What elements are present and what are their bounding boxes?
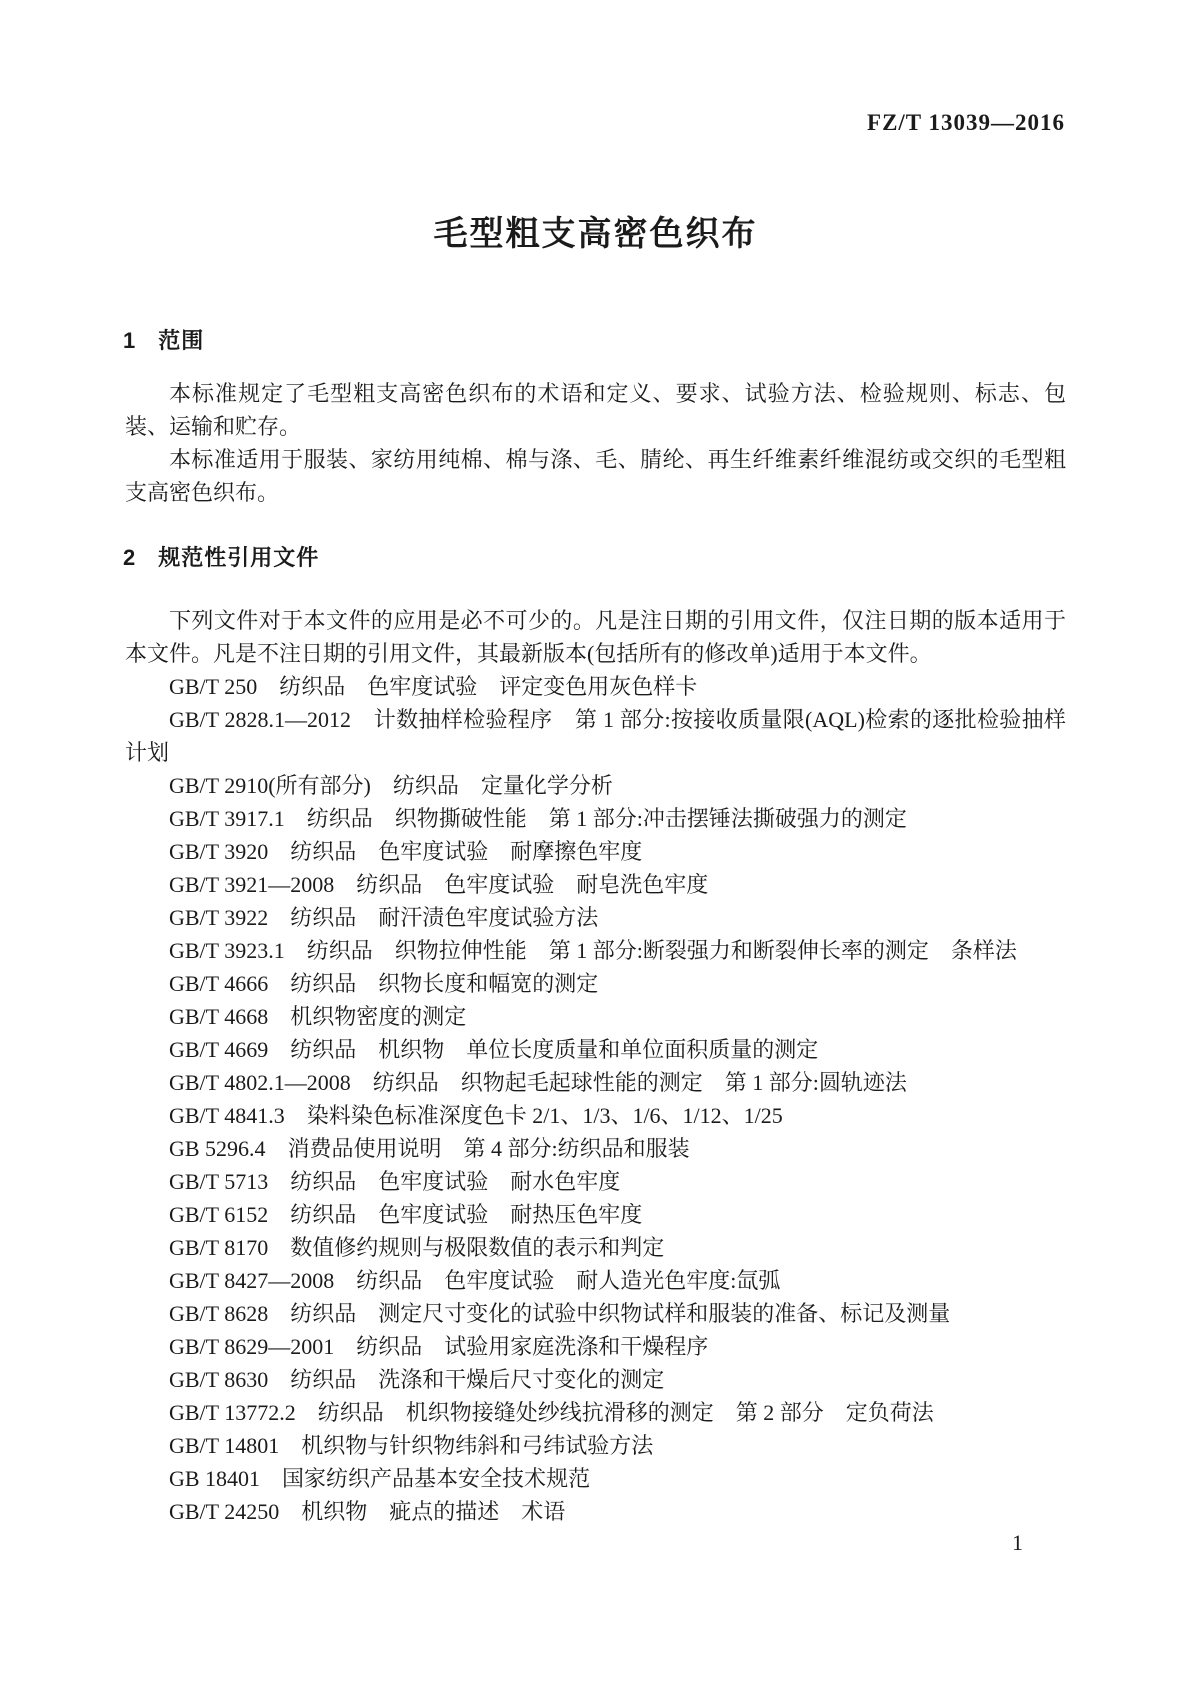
reference-item: GB/T 8629—2001 纺织品 试验用家庭洗涤和干燥程序 xyxy=(169,1334,709,1359)
section-2-body xyxy=(125,604,1066,1528)
reference-item: GB/T 3921—2008 纺织品 色牢度试验 耐皂洗色牢度 xyxy=(169,872,709,897)
reference-item: GB/T 4668 机织物密度的测定 xyxy=(169,1004,467,1029)
reference-item: GB/T 4666 纺织品 织物长度和幅宽的测定 xyxy=(169,971,599,996)
reference-item: GB/T 2828.1—2012 计数抽样检验程序 第 1 部分:按接收质量限(AQL)检索的逐批检验抽样计划 xyxy=(125,707,1066,765)
reference-item: GB/T 3923.1 纺织品 织物拉伸性能 第 1 部分:断裂强力和断裂伸长率的测定 条样法 xyxy=(169,938,1017,963)
reference-item: GB 18401 国家纺织产品基本安全技术规范 xyxy=(169,1466,591,1491)
section-1-heading xyxy=(123,324,204,355)
reference-item: GB/T 3922 纺织品 耐汗渍色牢度试验方法 xyxy=(169,905,599,930)
reference-item: GB/T 8628 纺织品 测定尺寸变化的试验中织物试样和服装的准备、标记及测量 xyxy=(169,1301,951,1326)
reference-item: GB/T 3920 纺织品 色牢度试验 耐摩擦色牢度 xyxy=(169,839,643,864)
reference-item: GB/T 4802.1—2008 纺织品 织物起毛起球性能的测定 第 1 部分:圆轨迹法 xyxy=(169,1070,907,1095)
document-title: 毛型粗支高密色织布 xyxy=(433,215,758,253)
paragraph: 本标准适用于服装、家纺用纯棉、棉与涤、毛、腈纶、再生纤维素纤维混纺或交织的毛型粗支高密色织布。 xyxy=(125,447,1066,505)
standard-code: FZ/T 13039—2016 xyxy=(867,110,1065,135)
reference-item: GB/T 250 纺织品 色牢度试验 评定变色用灰色样卡 xyxy=(169,674,698,699)
reference-item: GB/T 6152 纺织品 色牢度试验 耐热压色牢度 xyxy=(169,1202,643,1227)
section-2-title: 规范性引用文件 xyxy=(158,545,320,570)
reference-item: GB/T 8170 数值修约规则与极限数值的表示和判定 xyxy=(169,1235,665,1260)
reference-item: GB/T 13772.2 纺织品 机织物接缝处纱线抗滑移的测定 第 2 部分 定负荷法 xyxy=(169,1400,934,1425)
reference-item: GB/T 4669 纺织品 机织物 单位长度质量和单位面积质量的测定 xyxy=(169,1037,819,1062)
reference-item: GB/T 5713 纺织品 色牢度试验 耐水色牢度 xyxy=(169,1169,621,1194)
paragraph: 本标准规定了毛型粗支高密色织布的术语和定义、要求、试验方法、检验规则、标志、包装、运输和贮存。 xyxy=(125,381,1066,439)
page-number: 1 xyxy=(1012,1530,1023,1555)
reference-item: GB/T 2910(所有部分) 纺织品 定量化学分析 xyxy=(169,773,613,798)
reference-item: GB/T 14801 机织物与针织物纬斜和弓纬试验方法 xyxy=(169,1433,654,1458)
reference-item: GB/T 8427—2008 纺织品 色牢度试验 耐人造光色牢度:氙弧 xyxy=(169,1268,781,1293)
section-2-number: 2 xyxy=(123,545,137,570)
reference-item: GB 5296.4 消费品使用说明 第 4 部分:纺织品和服装 xyxy=(169,1136,690,1161)
section-2-intro xyxy=(125,604,1066,670)
reference-item: GB/T 4841.3 染料染色标准深度色卡 2/1、1/3、1/6、1/12、1/25 xyxy=(169,1103,783,1128)
reference-item: GB/T 24250 机织物 疵点的描述 术语 xyxy=(169,1499,566,1524)
section-2-heading xyxy=(123,541,319,572)
paragraph: 下列文件对于本文件的应用是必不可少的。凡是注日期的引用文件，仅注日期的版本适用于本文件。凡是不注日期的引用文件，其最新版本(包括所有的修改单)适用于本文件。 xyxy=(125,608,1066,666)
section-1-body xyxy=(125,377,1066,509)
section-1-title: 范围 xyxy=(158,328,205,353)
reference-item: GB/T 8630 纺织品 洗涤和干燥后尺寸变化的测定 xyxy=(169,1367,665,1392)
reference-item: GB/T 3917.1 纺织品 织物撕破性能 第 1 部分:冲击摆锤法撕破强力的测定 xyxy=(169,806,907,831)
normative-references-list xyxy=(125,670,1066,1528)
section-1-number: 1 xyxy=(123,328,137,353)
